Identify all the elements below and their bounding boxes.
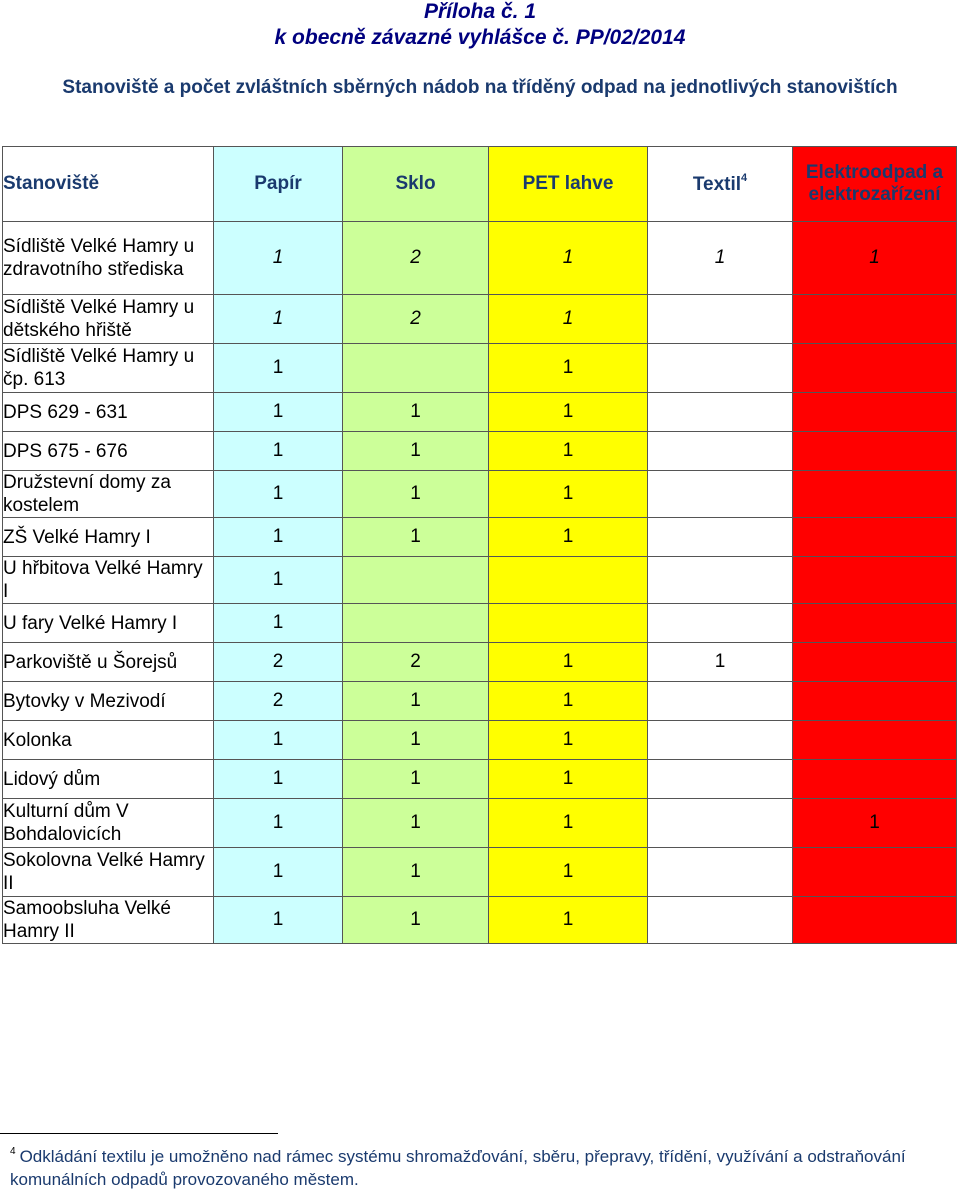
column-header-electro: Elektroodpad a elektrozařízení [793, 147, 957, 222]
count-glass: 1 [343, 393, 489, 432]
count-glass: 1 [343, 760, 489, 799]
count-glass: 1 [343, 518, 489, 557]
table-row [3, 432, 957, 471]
count-paper: 1 [214, 604, 343, 643]
count-pet: 1 [489, 848, 648, 897]
count-electro [793, 393, 957, 432]
table-row [3, 557, 957, 604]
location-name: Sídliště Velké Hamry u čp. 613 [3, 344, 214, 393]
count-paper: 1 [214, 471, 343, 518]
location-name: U hřbitova Velké Hamry I [3, 557, 214, 604]
count-electro: 1 [793, 799, 957, 848]
count-pet: 1 [489, 799, 648, 848]
location-name: Kolonka [3, 721, 214, 760]
count-paper: 2 [214, 682, 343, 721]
count-glass [343, 557, 489, 604]
count-pet: 1 [489, 721, 648, 760]
footnote [10, 1140, 940, 1191]
count-pet: 1 [489, 643, 648, 682]
count-paper: 1 [214, 721, 343, 760]
column-header-pet: PET lahve [489, 147, 648, 222]
document-subtitle: Stanoviště a počet zvláštních sběrných nádob na tříděný odpad na jednotlivých stanovištích [62, 77, 898, 98]
count-paper: 1 [214, 344, 343, 393]
count-pet: 1 [489, 518, 648, 557]
table-row [3, 518, 957, 557]
column-header-textile [648, 147, 793, 222]
location-name: Sokolovna Velké Hamry II [3, 848, 214, 897]
table-row [3, 682, 957, 721]
decree-reference: k obecně závazné vyhlášce č. PP/02/2014 [274, 26, 686, 49]
footnote-number: 4 [10, 1146, 16, 1157]
location-name: Kulturní dům V Bohdalovicích [3, 799, 214, 848]
location-name: U fary Velké Hamry I [3, 604, 214, 643]
count-textile [648, 604, 793, 643]
table-row [3, 344, 957, 393]
table-row [3, 760, 957, 799]
table-row [3, 721, 957, 760]
column-header-paper: Papír [214, 147, 343, 222]
count-electro [793, 344, 957, 393]
count-paper: 1 [214, 432, 343, 471]
footnote-separator [0, 1133, 278, 1134]
location-name: Lidový dům [3, 760, 214, 799]
count-textile [648, 432, 793, 471]
count-glass: 2 [343, 295, 489, 344]
count-textile [648, 799, 793, 848]
count-paper: 1 [214, 518, 343, 557]
count-paper: 1 [214, 557, 343, 604]
count-pet: 1 [489, 393, 648, 432]
count-paper: 1 [214, 393, 343, 432]
count-textile [648, 557, 793, 604]
count-glass: 1 [343, 897, 489, 944]
count-pet: 1 [489, 897, 648, 944]
count-paper: 1 [214, 848, 343, 897]
location-name: Parkoviště u Šorejsů [3, 643, 214, 682]
count-glass: 1 [343, 799, 489, 848]
table-row [3, 604, 957, 643]
count-electro [793, 721, 957, 760]
count-textile: 1 [648, 222, 793, 295]
table-row [3, 222, 957, 295]
count-textile [648, 897, 793, 944]
table-row [3, 897, 957, 944]
table-row [3, 643, 957, 682]
count-electro [793, 604, 957, 643]
count-glass: 2 [343, 643, 489, 682]
count-textile [648, 682, 793, 721]
count-pet: 1 [489, 222, 648, 295]
count-glass [343, 604, 489, 643]
count-electro [793, 518, 957, 557]
count-electro [793, 432, 957, 471]
count-paper: 1 [214, 760, 343, 799]
count-paper: 1 [214, 295, 343, 344]
count-glass: 2 [343, 222, 489, 295]
count-electro [793, 557, 957, 604]
count-glass: 1 [343, 432, 489, 471]
count-pet: 1 [489, 432, 648, 471]
count-electro [793, 471, 957, 518]
count-textile [648, 721, 793, 760]
column-header-glass: Sklo [343, 147, 489, 222]
count-pet: 1 [489, 682, 648, 721]
location-name: Družstevní domy za kostelem [3, 471, 214, 518]
count-electro [793, 760, 957, 799]
count-electro: 1 [793, 222, 957, 295]
count-paper: 1 [214, 799, 343, 848]
count-textile [648, 344, 793, 393]
count-pet [489, 557, 648, 604]
count-textile: 1 [648, 643, 793, 682]
count-textile [648, 760, 793, 799]
count-pet: 1 [489, 295, 648, 344]
annex-title: Příloha č. 1 [423, 0, 537, 23]
count-electro [793, 848, 957, 897]
location-name: Samoobsluha Velké Hamry II [3, 897, 214, 944]
count-pet: 1 [489, 344, 648, 393]
table-body [3, 222, 957, 944]
count-textile [648, 848, 793, 897]
footnote-ref: 4 [741, 172, 748, 184]
count-glass: 1 [343, 682, 489, 721]
count-paper: 1 [214, 222, 343, 295]
count-paper: 2 [214, 643, 343, 682]
table-row [3, 799, 957, 848]
location-name: Sídliště Velké Hamry u zdravotního střediska [3, 222, 214, 295]
count-textile [648, 295, 793, 344]
table-row [3, 471, 957, 518]
count-pet: 1 [489, 471, 648, 518]
count-electro [793, 295, 957, 344]
location-name: ZŠ Velké Hamry I [3, 518, 214, 557]
count-electro [793, 682, 957, 721]
location-name: Bytovky v Mezivodí [3, 682, 214, 721]
table-row [3, 848, 957, 897]
count-textile [648, 471, 793, 518]
count-glass: 1 [343, 848, 489, 897]
footnote-text: Odkládání textilu je umožněno nad rámec systému shromažďování, sběru, přepravy, třídění, využívání a odstraňování komunálních odpadů provozovaného městem. [10, 1147, 906, 1189]
count-electro [793, 897, 957, 944]
textile-label: Textil [692, 174, 742, 195]
count-paper: 1 [214, 897, 343, 944]
count-glass: 1 [343, 721, 489, 760]
location-name: Sídliště Velké Hamry u dětského hřiště [3, 295, 214, 344]
count-electro [793, 643, 957, 682]
count-glass: 1 [343, 471, 489, 518]
table-row [3, 393, 957, 432]
waste-bins-table [2, 146, 957, 944]
column-header-location: Stanoviště [3, 147, 214, 222]
count-textile [648, 518, 793, 557]
count-textile [648, 393, 793, 432]
count-glass [343, 344, 489, 393]
count-pet [489, 604, 648, 643]
location-name: DPS 675 - 676 [3, 432, 214, 471]
table-row [3, 295, 957, 344]
count-pet: 1 [489, 760, 648, 799]
location-name: DPS 629 - 631 [3, 393, 214, 432]
